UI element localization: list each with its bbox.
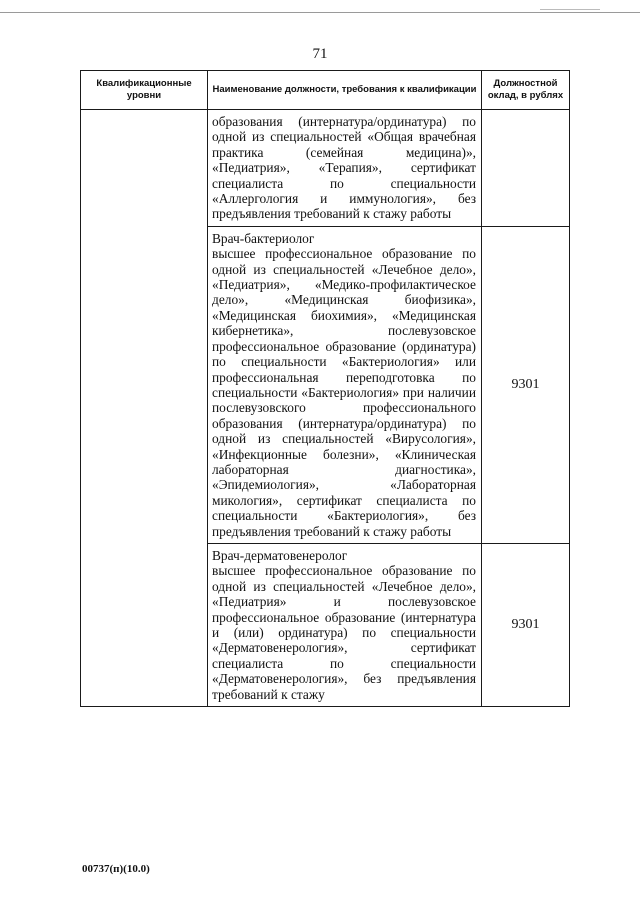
position-title: Врач-дерматовенеролог: [212, 547, 348, 563]
salary-cell: [482, 110, 570, 227]
table-header-row: [81, 71, 570, 110]
salary-cell: 9301: [482, 226, 570, 543]
qualification-level-cell: [81, 110, 208, 707]
table-row: [81, 110, 570, 227]
page-number: 71: [312, 46, 328, 62]
requirements-cell: [208, 543, 482, 706]
position-title: Врач-бактериолог: [212, 230, 315, 246]
header-qualification-levels: Квалификационные уровни: [81, 71, 208, 110]
document-code: 00737(п)(10.0): [82, 863, 150, 875]
header-position-requirements: Наименование должности, требования к квалификации: [208, 71, 482, 110]
requirements-text: высшее профессиональное образование по одной из специальностей «Лечебное дело», «Педиатрия», «Медико-профилактическое дело», «Медицинская биофизика», «Медицинская биохимия», «Медицинская кибернетика», послевузовское профессиональное образование (ординатура) по специальности «Бактериология» или профессиональная переподготовка по специальности «Бактериология» при наличии послевузовского профессионального образования (интернатура/ординатура) по одной из специальностей «Вирусология», «Инфекционные болезни», «Клиническая лабораторная диагностика», «Эпидемиология», «Лабораторная микология», сертификат специалиста по специальности «Бактериология», без предъявления требований к стажу работы: [212, 246, 476, 539]
qualification-table: [80, 70, 570, 707]
requirements-text: образования (интернатура/ординатура) по одной из специальностей «Общая врачебная практика (семейная медицина)», «Педиатрия», «Терапия», сертификат специалиста по специальности «Аллергология и иммунология», без предъявления требований к стажу работы: [212, 114, 476, 222]
requirements-text: высшее профессиональное образование по одной из специальностей «Лечебное дело», «Педиатрия» и послевузовское профессиональное образование (интернатура и (или) ординатура) по специальности «Дерматовенерология», сертификат специалиста по специальности «Дерматовенерология», без предъявления требований к стажу: [212, 563, 476, 702]
top-rule-accent: [540, 9, 600, 10]
requirements-cell: [208, 110, 482, 227]
top-rule: [0, 12, 640, 13]
requirements-cell: [208, 226, 482, 543]
salary-cell: 9301: [482, 543, 570, 706]
header-salary: Должностной оклад, в рублях: [482, 71, 570, 110]
